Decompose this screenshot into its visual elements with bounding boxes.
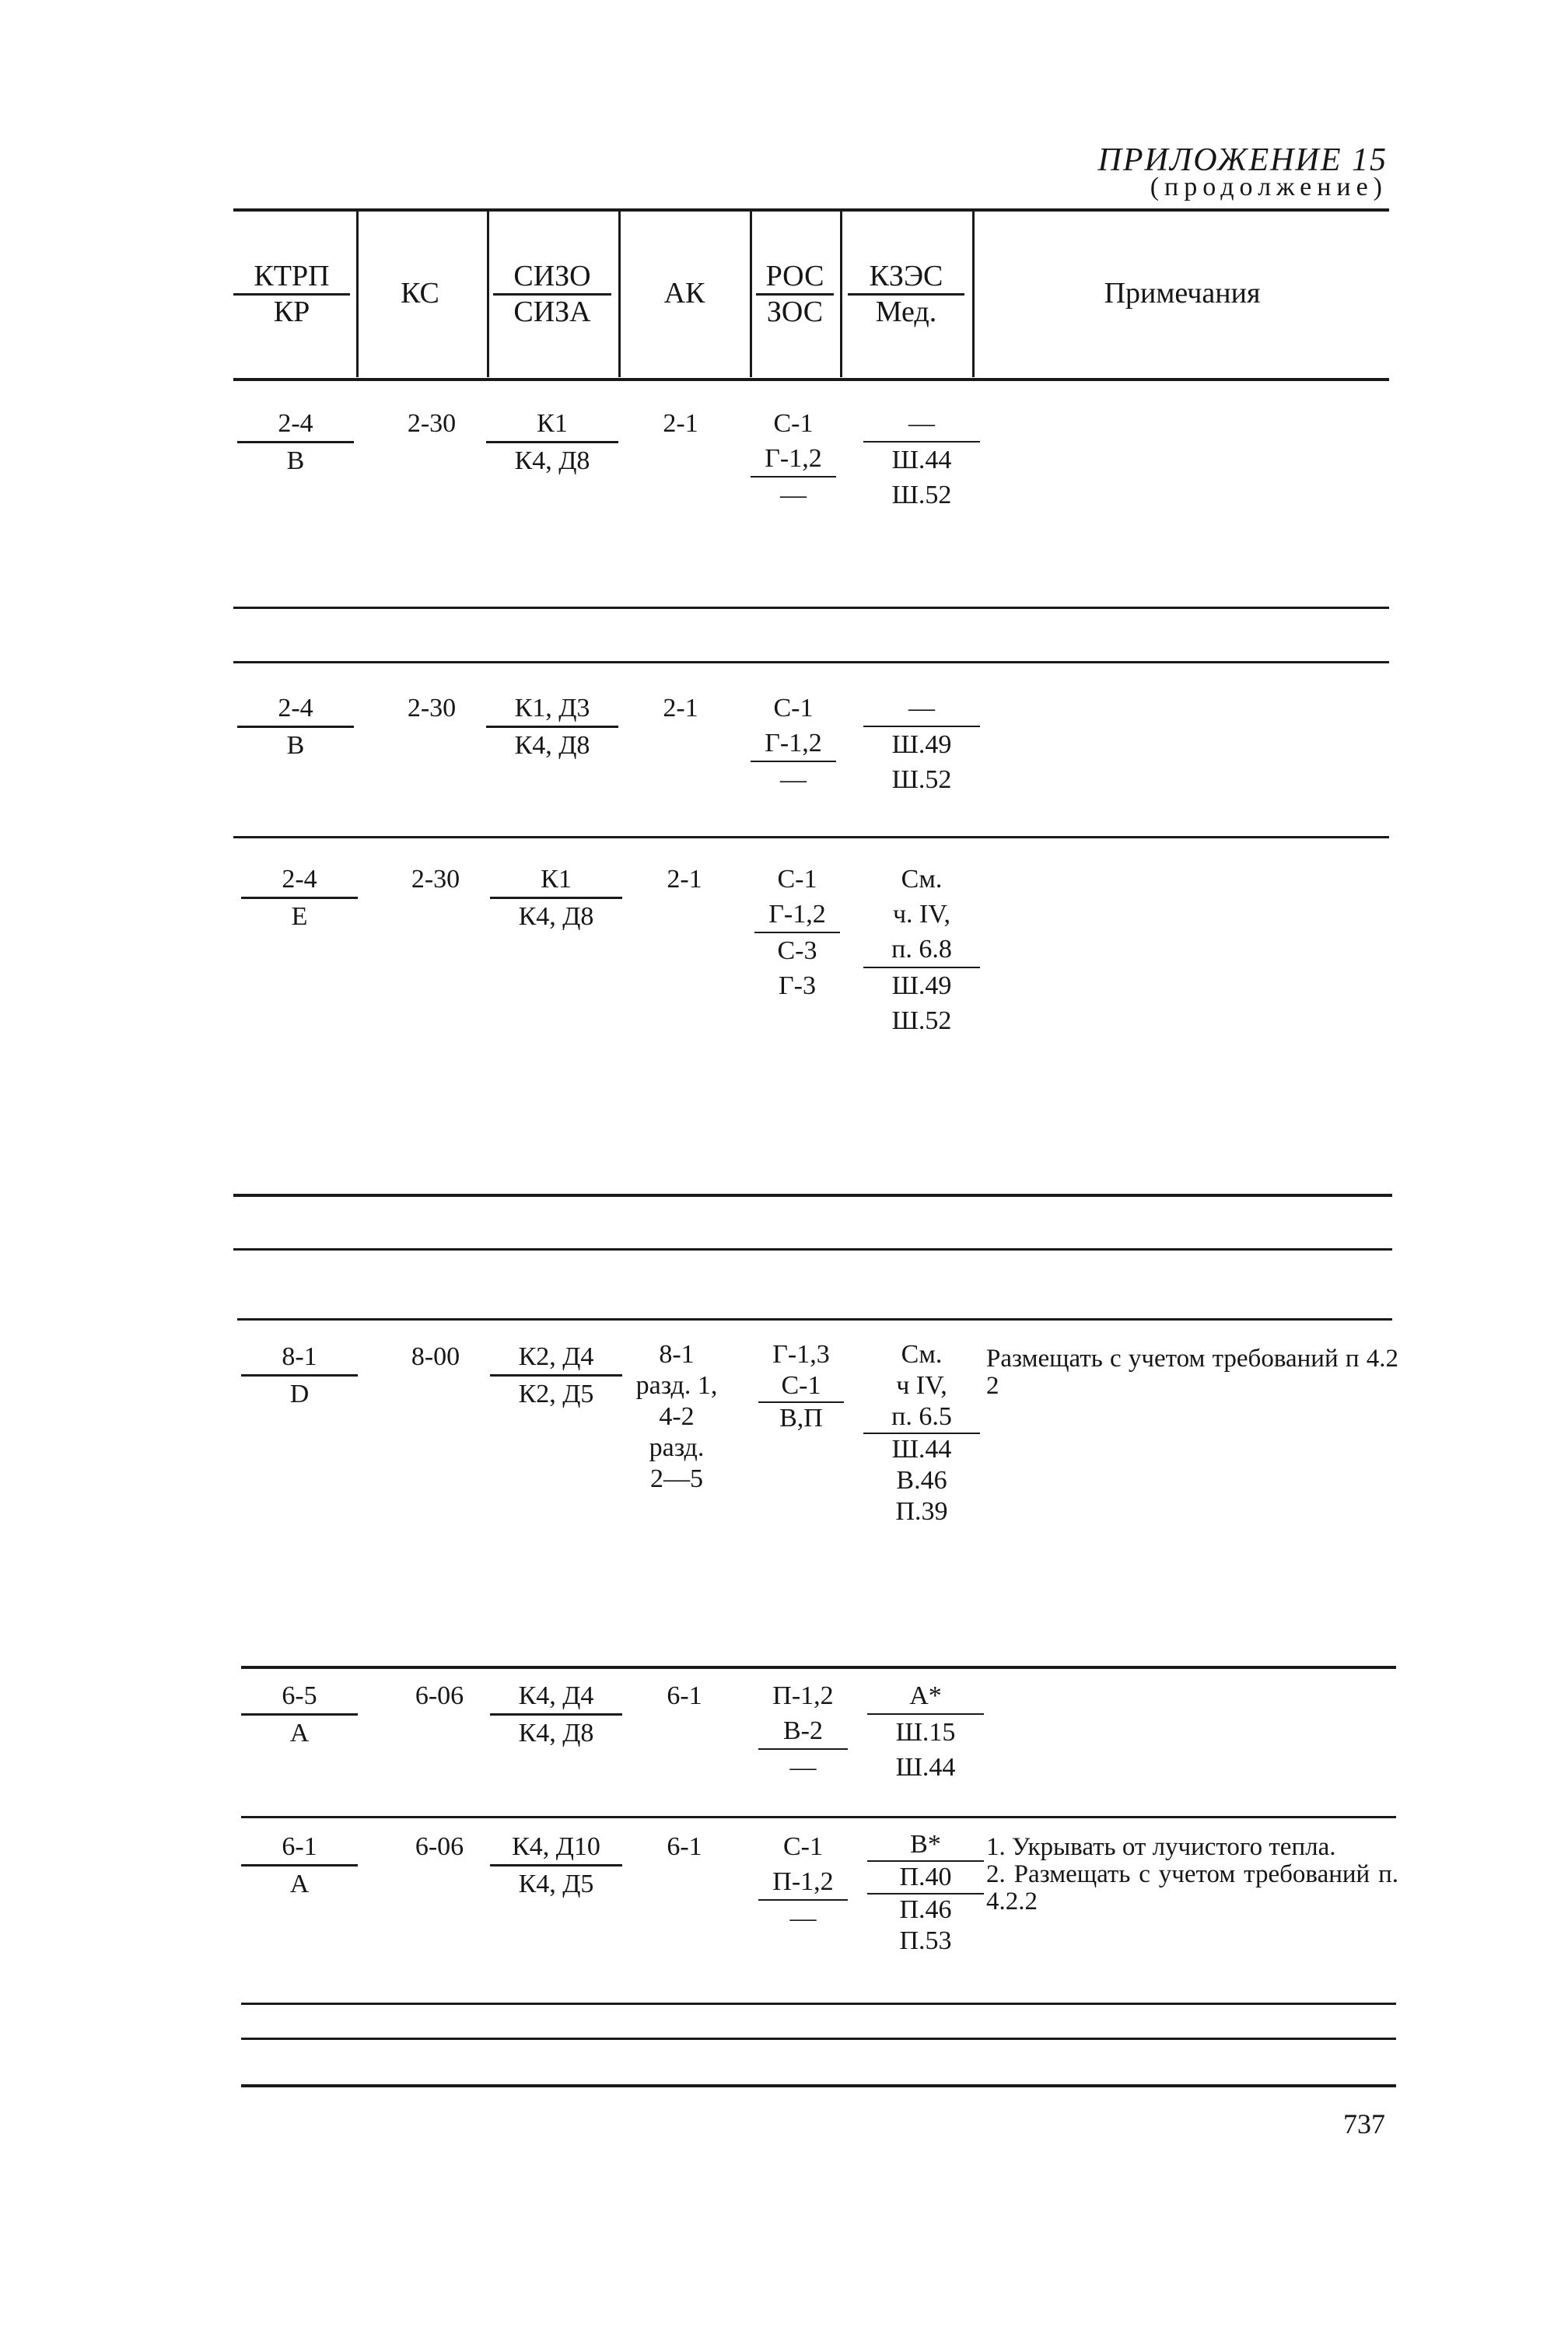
col-ktrp: КТРП <box>233 260 350 296</box>
kzes-line: А* <box>867 1678 984 1715</box>
col-ros: РОС <box>756 260 834 296</box>
ktrp-value: 6-1 <box>241 1829 358 1866</box>
ks-value: 6-06 <box>415 1832 464 1861</box>
row-notes <box>986 1345 1398 1400</box>
kzes-line: В* <box>867 1829 984 1862</box>
kr-value: А <box>289 1719 310 1748</box>
top-rule <box>233 208 1389 212</box>
appendix-subtitle: (продолжение) <box>1150 173 1388 201</box>
col-sizo-siza <box>493 260 611 328</box>
kzes-line: См. <box>901 1340 943 1369</box>
ak-value <box>626 1678 743 1713</box>
ak-line: 2-1 <box>667 865 702 894</box>
ros-line: Г-1,2 <box>751 726 836 762</box>
med-line: Ш.49 <box>891 971 952 1000</box>
zos-line: С-3 <box>777 936 817 965</box>
row-ktrp-kr <box>241 1339 358 1412</box>
ak-value <box>626 1829 743 1864</box>
siza-value: К2, Д5 <box>518 1380 594 1408</box>
zos-line: — <box>780 765 807 794</box>
kr-value: В <box>286 446 305 475</box>
ros-zos <box>758 1829 848 1936</box>
ak-line: 2—5 <box>650 1464 703 1493</box>
siza-value: К4, Д5 <box>518 1870 594 1898</box>
ros-line: С-1 <box>773 409 814 438</box>
kzes-line: — <box>863 691 980 727</box>
ktrp-value: 2-4 <box>237 406 354 443</box>
med-line: П.40 <box>867 1862 984 1894</box>
row-sizo-siza <box>490 862 622 934</box>
ks-value: 2-30 <box>411 865 460 894</box>
siza-value: К4, Д8 <box>514 446 590 475</box>
sizo-value: К2, Д4 <box>490 1339 622 1377</box>
med-line: П.39 <box>895 1497 948 1526</box>
col-kzes-med <box>848 260 964 328</box>
sizo-value: К4, Д10 <box>490 1829 622 1866</box>
ros-line: С-1 <box>783 1832 823 1861</box>
siza-value: К4, Д8 <box>514 731 590 760</box>
row-sizo-siza <box>490 1339 622 1412</box>
col-kzes: КЗЭС <box>848 260 964 296</box>
ak-value <box>618 1339 735 1495</box>
header-divider <box>750 210 752 377</box>
kzes-med <box>863 1339 980 1527</box>
row-sizo-siza <box>486 691 618 763</box>
col-notes: Примечания <box>1104 277 1261 310</box>
col-ks: КС <box>401 277 439 310</box>
note-item: 1. Укрывать от лучистого тепла. <box>986 1833 1336 1861</box>
ros-line: Г-1,2 <box>751 441 836 478</box>
header-divider <box>487 210 489 377</box>
kr-value: В <box>286 731 305 760</box>
row-ktrp-kr <box>237 406 354 478</box>
med-line: Ш.44 <box>895 1753 956 1782</box>
kzes-line: ч. IV, <box>892 900 951 929</box>
ak-line: 8-1 <box>659 1340 695 1369</box>
kzes-line: ч IV, <box>896 1371 947 1400</box>
kzes-med <box>863 406 980 513</box>
ak-line: 2-1 <box>663 409 698 438</box>
col-ak: АК <box>663 277 705 310</box>
kr-value: Е <box>291 902 308 931</box>
col-sizo: СИЗО <box>493 260 611 296</box>
sizo-value: К4, Д4 <box>490 1678 622 1716</box>
med-line: Ш.49 <box>891 730 952 759</box>
zos-line: — <box>780 481 807 509</box>
kzes-line: — <box>863 406 980 443</box>
med-line: Ш.15 <box>895 1718 956 1747</box>
ak-value <box>622 691 739 726</box>
col-siza: СИЗА <box>513 295 591 328</box>
ktrp-value: 2-4 <box>237 691 354 728</box>
row-separator <box>233 1194 1392 1197</box>
siza-value: К4, Д8 <box>518 902 594 931</box>
header-divider <box>840 210 842 377</box>
ros-zos <box>758 1678 848 1785</box>
row-ktrp-kr <box>241 862 358 934</box>
med-line: В.46 <box>896 1466 947 1495</box>
ak-line: разд. <box>649 1433 705 1462</box>
row-separator <box>233 661 1389 663</box>
med-line: Ш.52 <box>891 481 952 509</box>
row-notes <box>986 1834 1398 1915</box>
ak-line: 4-2 <box>659 1402 695 1431</box>
kzes-med <box>863 862 980 1038</box>
zos-line: В,П <box>779 1404 823 1433</box>
ak-line: разд. 1, <box>635 1371 718 1400</box>
header-bottom-rule <box>233 378 1389 381</box>
col-kr: КР <box>273 295 310 328</box>
ak-value <box>622 406 739 441</box>
med-line: Ш.44 <box>891 446 952 474</box>
zos-line: — <box>789 1904 817 1933</box>
row-separator <box>241 2003 1396 2005</box>
header-divider <box>356 210 359 377</box>
med-line: П.46 <box>899 1895 952 1924</box>
kr-value: А <box>289 1870 310 1898</box>
zos-line: — <box>789 1753 817 1782</box>
row-sizo-siza <box>490 1829 622 1901</box>
ros-line: Г-1,2 <box>754 897 840 933</box>
row-separator <box>237 1318 1392 1321</box>
row-ktrp-kr <box>241 1829 358 1901</box>
kzes-med <box>867 1829 984 1957</box>
ros-line: С-1 <box>777 865 817 894</box>
kzes-line: п. 6.5 <box>863 1401 980 1434</box>
note-item: Размещать с учетом требований п 4.2 2 <box>986 1345 1398 1400</box>
header-divider <box>618 210 621 377</box>
sizo-value: К1 <box>486 406 618 443</box>
ros-line: П-1,2 <box>758 1864 848 1901</box>
row-separator <box>233 607 1389 609</box>
siza-value: К4, Д8 <box>518 1719 594 1748</box>
sizo-value: К1, Д3 <box>486 691 618 728</box>
col-zos: ЗОС <box>766 295 824 328</box>
sizo-value: К1 <box>490 862 622 899</box>
row-sizo-siza <box>486 406 618 478</box>
ak-value <box>626 862 743 897</box>
ktrp-value: 2-4 <box>241 862 358 899</box>
col-ros-zos <box>756 260 834 328</box>
ros-zos <box>758 1339 844 1434</box>
med-line: Ш.44 <box>891 1435 952 1464</box>
ktrp-value: 6-5 <box>241 1678 358 1716</box>
ros-line: Г-1,3 <box>772 1340 830 1369</box>
ros-zos <box>754 862 840 1003</box>
row-separator <box>241 1666 1396 1669</box>
ktrp-value: 8-1 <box>241 1339 358 1377</box>
zos-line: Г-3 <box>779 971 816 1000</box>
col-ktrp-kr <box>233 260 350 328</box>
row-separator <box>233 1248 1392 1251</box>
ak-line: 6-1 <box>667 1832 702 1861</box>
bottom-rule <box>241 2084 1396 2087</box>
ak-line: 2-1 <box>663 694 698 722</box>
ros-line: В-2 <box>758 1713 848 1750</box>
ros-zos <box>751 406 836 513</box>
header-divider <box>972 210 975 377</box>
ros-line: С-1 <box>758 1370 844 1403</box>
ros-zos <box>751 691 836 797</box>
kzes-med <box>863 691 980 797</box>
row-separator <box>233 836 1389 838</box>
kr-value: D <box>289 1380 310 1408</box>
ros-line: С-1 <box>773 694 814 722</box>
kzes-line: См. <box>901 865 943 894</box>
ak-line: 6-1 <box>667 1681 702 1710</box>
row-ktrp-kr <box>241 1678 358 1751</box>
ks-value: 2-30 <box>407 409 457 438</box>
kzes-med <box>867 1678 984 1785</box>
ks-value: 6-06 <box>415 1681 464 1710</box>
med-line: Ш.52 <box>891 1006 952 1035</box>
row-separator <box>241 1816 1396 1818</box>
med-line: Ш.52 <box>891 765 952 794</box>
col-med: Мед. <box>875 295 937 328</box>
kzes-line: п. 6.8 <box>863 932 980 968</box>
row-sizo-siza <box>490 1678 622 1751</box>
ros-line: П-1,2 <box>772 1681 834 1710</box>
ks-value: 8-00 <box>411 1342 460 1371</box>
appendix-title: ПРИЛОЖЕНИЕ 15 <box>1097 142 1388 178</box>
row-ktrp-kr <box>237 691 354 763</box>
ks-value: 2-30 <box>407 694 457 722</box>
page-number: 737 <box>1343 2108 1385 2139</box>
note-item: 2. Размещать с учетом требований п. 4.2.2 <box>986 1860 1398 1915</box>
row-separator <box>241 2038 1396 2040</box>
med-line: П.53 <box>899 1926 952 1955</box>
